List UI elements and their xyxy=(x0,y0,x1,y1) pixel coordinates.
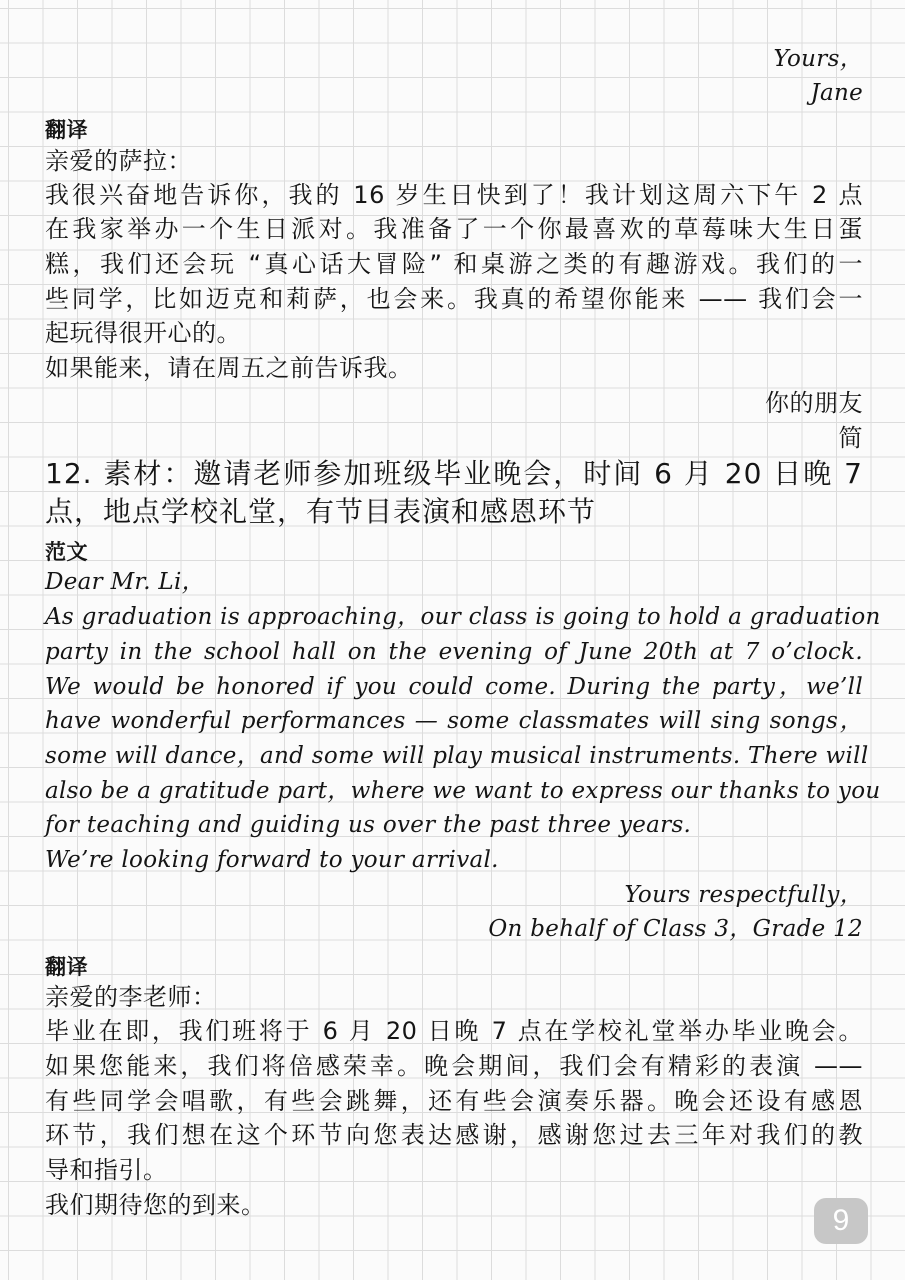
translation-line: 如果能来，请在周五之前告诉我。 xyxy=(45,354,413,382)
sample-line: We’re looking forward to your arrival. xyxy=(45,847,499,873)
translation-signature: 简 xyxy=(838,424,863,452)
page-number-badge: 9 xyxy=(814,1198,868,1244)
closing-name: Jane xyxy=(810,80,863,106)
translation-line: 导和指引。 xyxy=(45,1156,168,1184)
translation-line: 在我家举办一个生日派对。我准备了一个你最喜欢的草莓味大生日蛋 xyxy=(45,215,863,243)
translation-line: 我们期待您的到来。 xyxy=(45,1191,266,1219)
sample-line: As graduation is approaching，our class is going to hold a graduation xyxy=(45,604,881,630)
closing-yours: Yours， xyxy=(773,46,863,72)
translation-label: 翻译 xyxy=(45,118,88,142)
sample-line: We would be honored if you could come. During the party，we’ll xyxy=(45,674,863,700)
translation-line: 起玩得很开心的。 xyxy=(45,319,241,347)
sample-closing: Yours respectfully， xyxy=(624,882,863,908)
task-heading: 12. 素材：邀请老师参加班级毕业晚会，时间 6 月 20 日晚 7 xyxy=(45,457,863,490)
sample-line: have wonderful performances — some classmates will sing songs， xyxy=(45,708,863,734)
translation-closing: 你的朋友 xyxy=(765,389,863,417)
translation-greeting: 亲爱的萨拉： xyxy=(45,147,192,175)
sample-line: also be a gratitude part，where we want to express our thanks to you xyxy=(45,778,881,804)
translation-line: 些同学，比如迈克和莉萨，也会来。我真的希望你能来 —— 我们会一 xyxy=(45,285,863,313)
sample-label: 范文 xyxy=(45,540,88,564)
sample-line: for teaching and guiding us over the past three years. xyxy=(45,812,692,838)
sample-line: party in the school hall on the evening of June 20th at 7 o’clock. xyxy=(45,639,863,665)
sample-line: some will dance，and some will play musical instruments. There will xyxy=(45,743,869,769)
translation-greeting: 亲爱的李老师： xyxy=(45,983,217,1011)
translation-line: 毕业在即，我们班将于 6 月 20 日晚 7 点在学校礼堂举办毕业晚会。 xyxy=(45,1017,863,1045)
translation-line: 环节，我们想在这个环节向您表达感谢，感谢您过去三年对我们的教 xyxy=(45,1121,863,1149)
translation-line: 糕，我们还会玩 “真心话大冒险” 和桌游之类的有趣游戏。我们的一 xyxy=(45,250,863,278)
translation-line: 我很兴奋地告诉你，我的 16 岁生日快到了！我计划这周六下午 2 点 xyxy=(45,181,863,209)
sample-signature: On behalf of Class 3，Grade 12 xyxy=(488,916,863,942)
translation-label: 翻译 xyxy=(45,955,88,979)
sample-greeting: Dear Mr. Li， xyxy=(45,569,205,595)
translation-line: 如果您能来，我们将倍感荣幸。晚会期间，我们会有精彩的表演 —— xyxy=(45,1052,863,1080)
translation-line: 有些同学会唱歌，有些会跳舞，还有些会演奏乐器。晚会还设有感恩 xyxy=(45,1087,863,1115)
task-heading: 点，地点学校礼堂，有节目表演和感恩环节 xyxy=(45,495,597,528)
